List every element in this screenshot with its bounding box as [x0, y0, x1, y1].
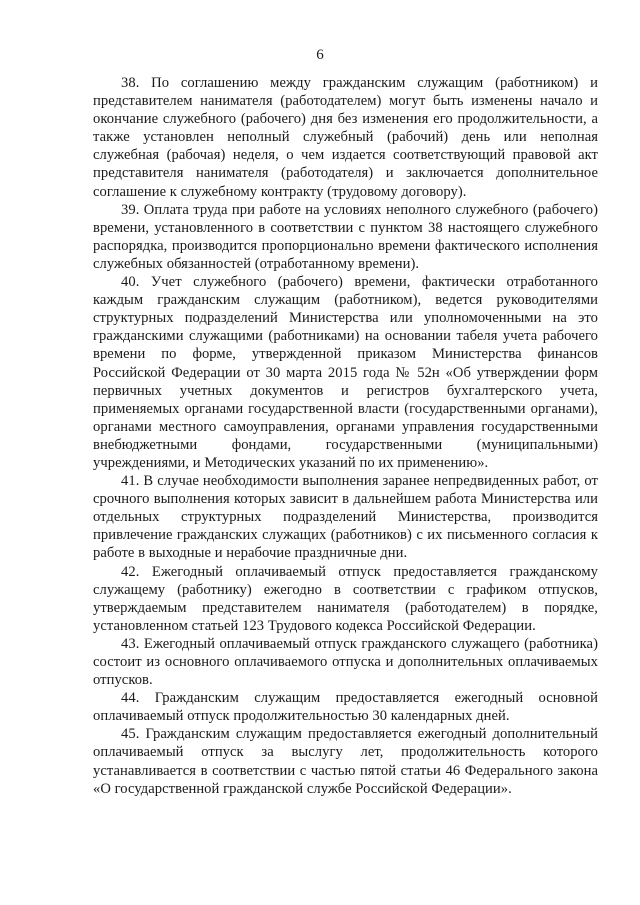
paragraph-45: 45. Гражданским служащим предоставляется ежегодный дополнительный оплачиваемый отпуск за выслугу лет, продолжительность которого устанавливается в соответствии с частью пятой статьи 46 Федерального закона «О государственной гражданской службе Российской Федерации».: [93, 726, 598, 797]
paragraph-39: 39. Оплата труда при работе на условиях неполного служебного (рабочего) времени, установленного в соответствии с пунктом 38 настоящего служебного распорядка, производится пропорционально времени фактического исполнения служебных обязанностей (отработанному времени).: [93, 201, 598, 272]
document-body: [93, 74, 598, 798]
paragraph-40: 40. Учет служебного (рабочего) времени, фактически отработанного каждым гражданским служащим (работником), ведется руководителями структурных подразделений Министерства или уполномоченными на это гражданскими служащими (работниками) на основании табеля учета рабочего времени по форме, утвержденной приказом Министерства финансов Российской Федерации от 30 марта 2015 года № 52н «Об утверждении форм первичных учетных документов и регистров бухгалтерского учета, применяемых органами государственной власти (государственными органами), органами местного самоуправления, органами управления государственными внебюджетными фондами, государственными (муниципальными) учреждениями, и Методических указаний по их применению».: [93, 274, 598, 471]
paragraph-38: 38. По соглашению между гражданским служащим (работником) и представителем нанимателя (работодателем) могут быть изменены начало и окончание служебного (рабочего) дня без изменения его продолжительности, а также установлен неполный служебный (рабочий) день или неполная служебная (рабочая) неделя, о чем издается соответствующий правовой акт представителя нанимателя (работодателя) и заключается дополнительное соглашение к служебному контракту (трудовому договору).: [93, 75, 598, 200]
page-number: 6: [316, 47, 324, 63]
paragraph-41: 41. В случае необходимости выполнения заранее непредвиденных работ, от срочного выполнения которых зависит в дальнейшем работа Министерства или отдельных структурных подразделений Министерства, производится привлечение гражданских служащих (работников) с их письменного согласия к работе в выходные и нерабочие праздничные дни.: [93, 473, 598, 562]
paragraph-44: 44. Гражданским служащим предоставляется ежегодный основной оплачиваемый отпуск продолжительностью 30 календарных дней.: [93, 690, 598, 725]
paragraph-43: 43. Ежегодный оплачиваемый отпуск гражданского служащего (работника) состоит из основного оплачиваемого отпуска и дополнительных оплачиваемых отпусков.: [93, 635, 598, 689]
paragraph-42: 42. Ежегодный оплачиваемый отпуск предоставляется гражданскому служащему (работнику) ежегодно в соответствии с графиком отпусков, утверждаемым представителем нанимателя (работодателем) в порядке, установленном статьей 123 Трудового кодекса Российской Федерации.: [93, 563, 598, 634]
